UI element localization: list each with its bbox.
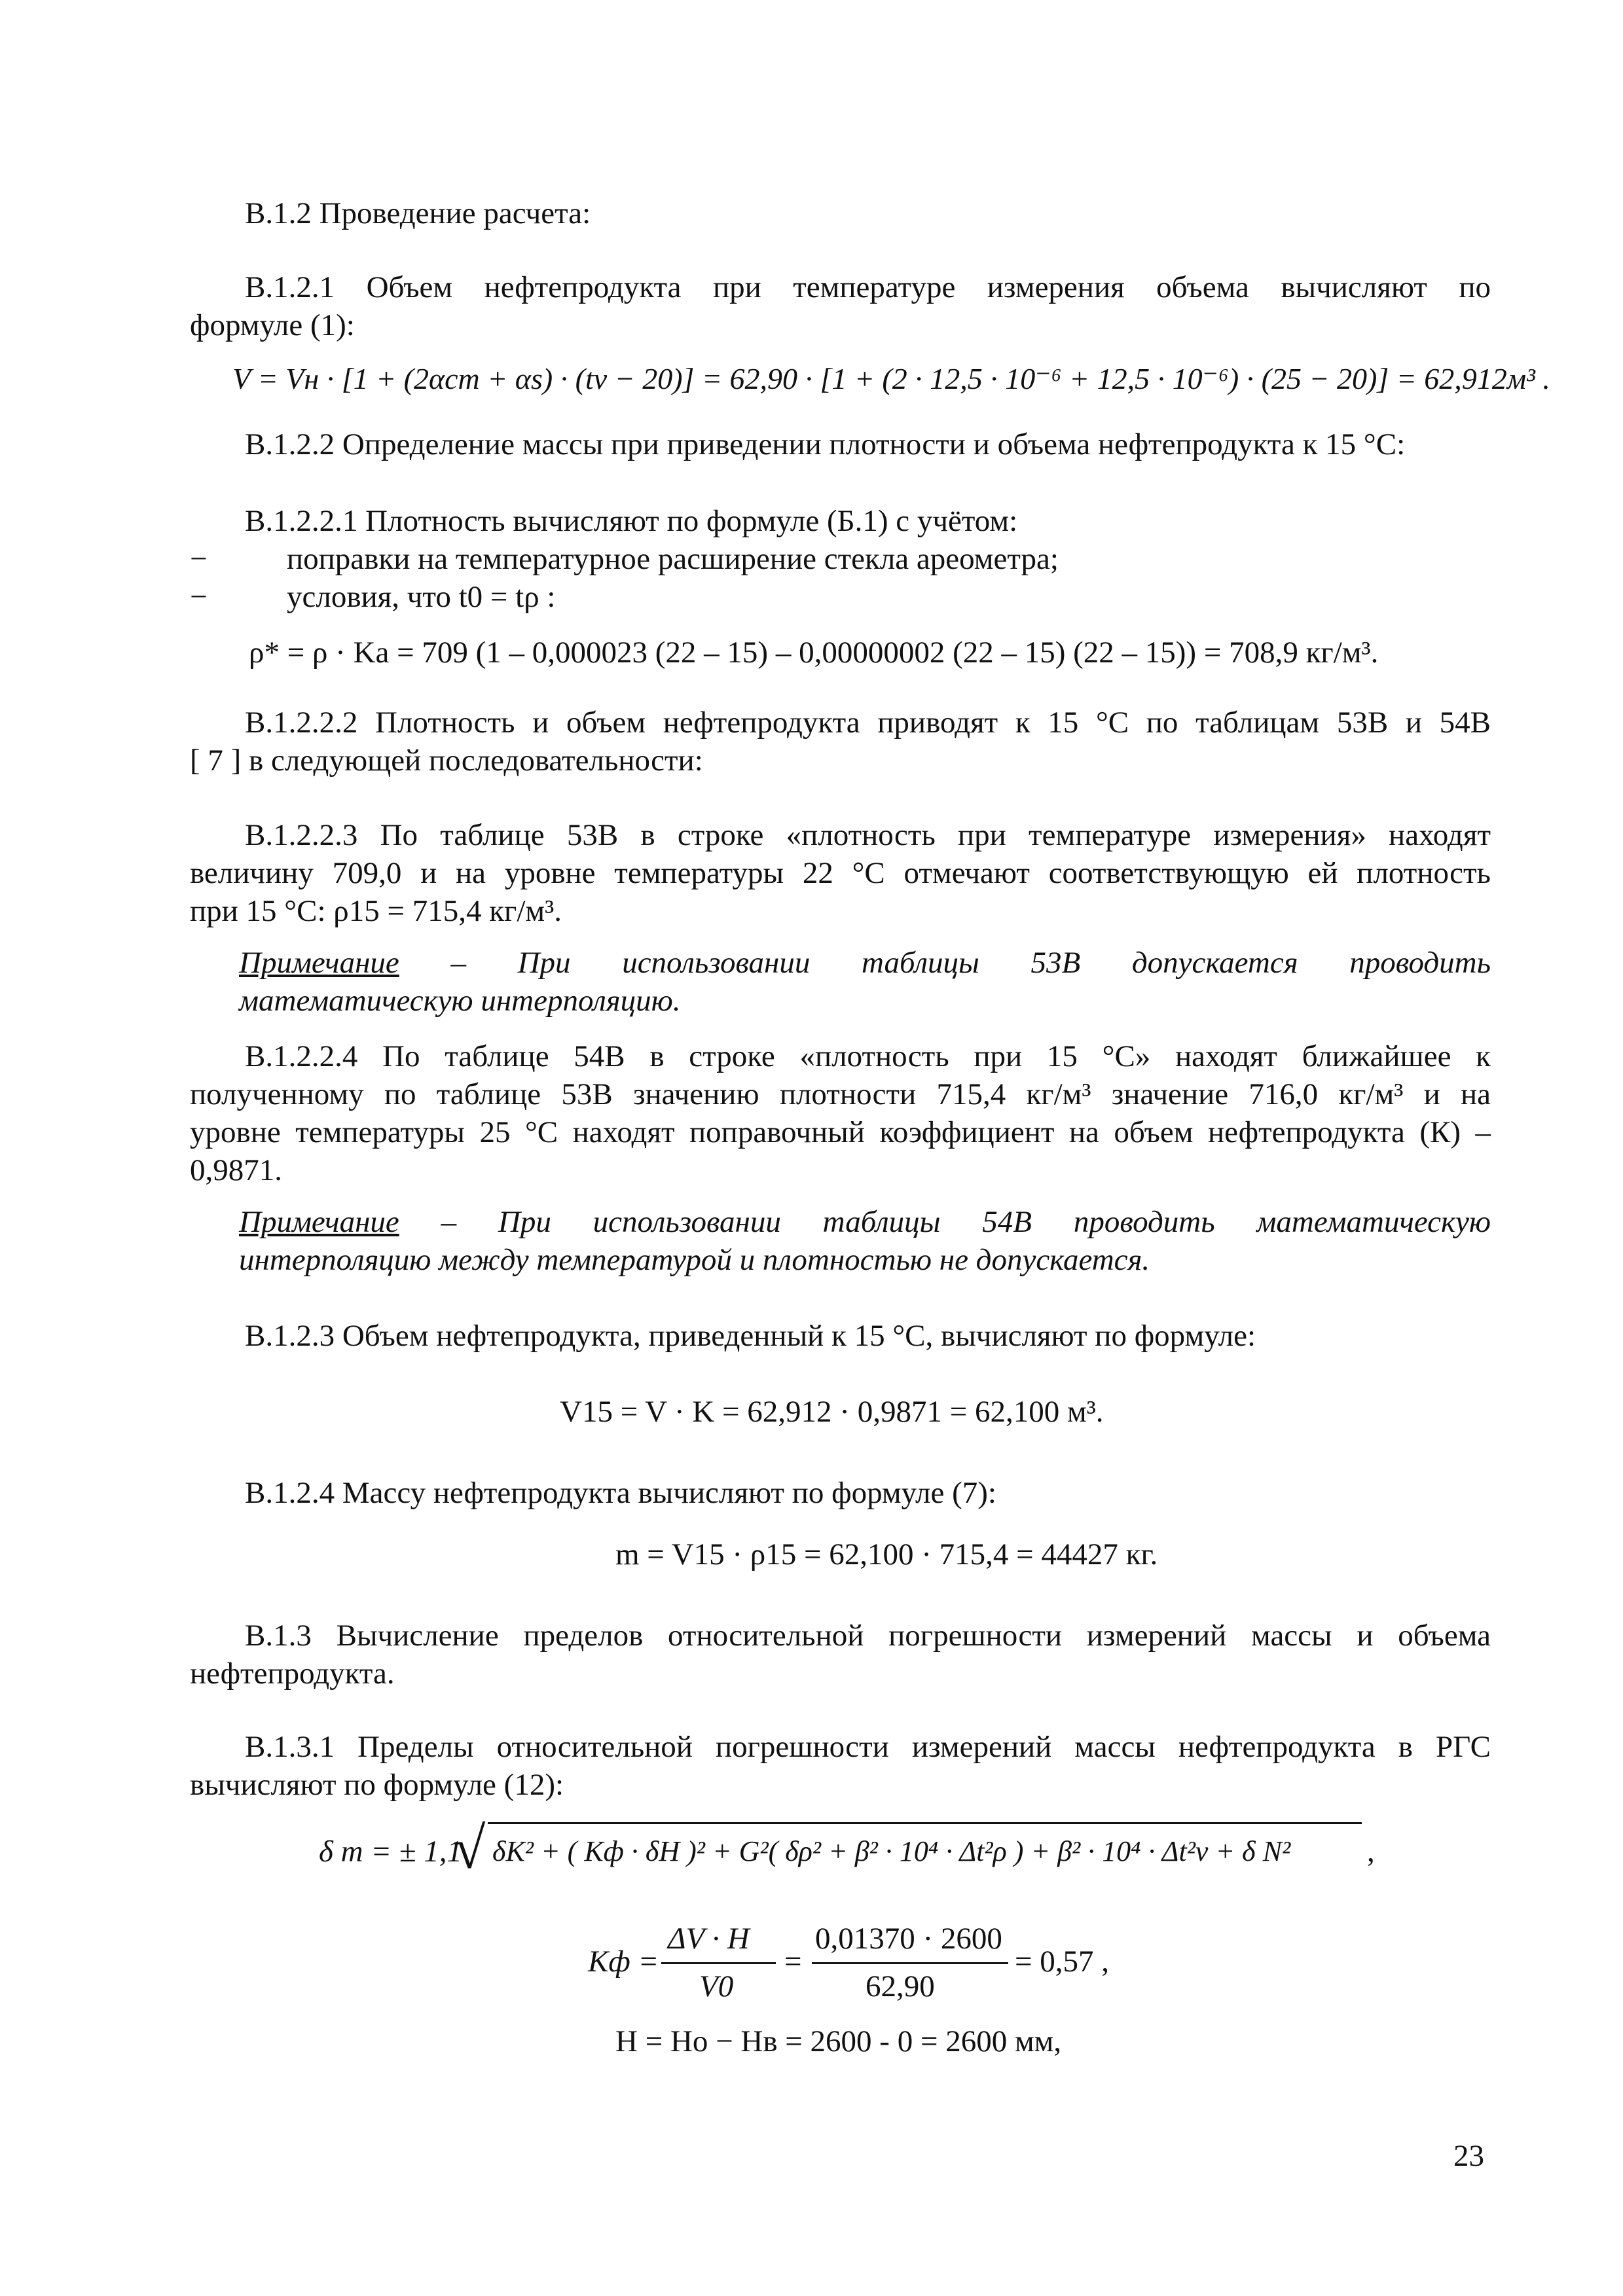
formula-kf-num1: ΔV · H: [668, 1922, 750, 1956]
paragraph-b122: В.1.2.2 Определение массы при приведении плотности и объема нефтепродукта к 15 °С:: [245, 427, 1406, 461]
note-2-text: – При использовании таблицы 54В проводить математическую: [399, 1205, 1491, 1239]
formula-height: H = Hо − Hв = 2600 - 0 = 2600 мм,: [615, 2024, 1062, 2058]
formula-kf-result: = 0,57 ,: [1015, 1945, 1110, 1979]
formula-volume: V = Vн · [1 + (2αст + αs) · (tv − 20)] = 62,90 · [1 + (2 · 12,5 · 10⁻⁶ + 12,5 · 10⁻⁶) · (25 − 20)] = 62,912м³ .: [232, 362, 1550, 395]
page-number: 23: [1453, 2139, 1484, 2173]
paragraph-b1223-line3: при 15 °С: ρ15 = 715,4 кг/м³.: [190, 894, 562, 928]
sqrt-sign: √: [453, 1816, 486, 1881]
note-2-line1: [239, 1203, 1491, 1241]
formula-kf-eq: =: [784, 1945, 802, 1979]
paragraph-b131-line1: В.1.3.1 Пределы относительной погрешности измерений массы нефтепродукта в РГС: [245, 1730, 1491, 1764]
list-dash-2: −: [190, 580, 208, 614]
list-item-1: поправки на температурное расширение стекла ареометра;: [287, 542, 1059, 576]
sqrt-bar: [488, 1822, 1362, 1824]
paragraph-b123: В.1.2.3 Объем нефтепродукта, приведенный к 15 °С, вычисляют по формуле:: [245, 1319, 1256, 1353]
formula-error-left: δ m = ± 1,1: [319, 1835, 463, 1869]
formula-kf-num2: 0,01370 · 2600: [815, 1922, 1002, 1956]
paragraph-b1224-line1: В.1.2.2.4 По таблице 54В в строке «плотность при 15 °С» находят ближайшее к: [245, 1039, 1491, 1073]
fraction-bar-2: [812, 1962, 1008, 1964]
fraction-bar-1: [661, 1962, 776, 1964]
paragraph-b1224-line2: полученному по таблице 53В значению плотности 715,4 кг/м³ значение 716,0 кг/м³ и на: [190, 1077, 1491, 1111]
paragraph-b1222-line1: В.1.2.2.2 Плотность и объем нефтепродукта приводят к 15 °С по таблицам 53В и 54В: [245, 706, 1491, 740]
formula-kf-den1: V0: [699, 1969, 734, 2003]
formula-volume-15: V15 = V · K = 62,912 · 0,9871 = 62,100 м³.: [560, 1395, 1104, 1429]
formula-kf-den2: 62,90: [866, 1969, 935, 2003]
section-heading-b12: В.1.2 Проведение расчета:: [245, 196, 591, 230]
list-item-2: условия, что t0 = tρ :: [287, 580, 556, 614]
note-2-label: Примечание: [239, 1205, 399, 1239]
formula-error-root: δK² + ( Kф · δH )² + G²( δρ² + β² · 10⁴ · Δt²ρ ) + β² · 10⁴ · Δt²v + δ N²: [492, 1835, 1291, 1867]
note-2-line2: интерполяцию между температурой и плотностью не допускается.: [239, 1243, 1150, 1277]
note-1-label: Примечание: [239, 946, 399, 980]
formula-kf-left: Kф =: [588, 1945, 659, 1979]
paragraph-b121-line2: формуле (1):: [190, 308, 355, 342]
paragraph-b1223-line2: величину 709,0 и на уровне температуры 22 °С отмечают соответствующую ей плотность: [190, 856, 1491, 890]
formula-error-comma: ,: [1367, 1835, 1375, 1869]
paragraph-b131-line2: вычисляют по формуле (12):: [190, 1768, 564, 1802]
paragraph-b1222-line2: [ 7 ] в следующей последовательности:: [190, 744, 703, 778]
paragraph-b1224-line4: 0,9871.: [190, 1153, 282, 1187]
list-dash-1: −: [190, 542, 208, 576]
paragraph-b1224-line3: уровне температуры 25 °С находят поправочный коэффициент на объем нефтепродукта (К) –: [190, 1115, 1491, 1149]
formula-mass: m = V15 · ρ15 = 62,100 · 715,4 = 44427 кг.: [615, 1537, 1158, 1571]
paragraph-b13-line1: В.1.3 Вычисление пределов относительной погрешности измерений массы и объема: [245, 1619, 1491, 1653]
paragraph-b124: В.1.2.4 Массу нефтепродукта вычисляют по формуле (7):: [245, 1476, 996, 1510]
note-1-line2: математическую интерполяцию.: [239, 984, 681, 1018]
paragraph-b1221: В.1.2.2.1 Плотность вычисляют по формуле (Б.1) с учётом:: [245, 504, 1018, 538]
note-1-line1: [239, 944, 1491, 982]
paragraph-b121-line1: В.1.2.1 Объем нефтепродукта при температуре измерения объема вычисляют по: [245, 270, 1491, 304]
paragraph-b13-line2: нефтепродукта.: [190, 1657, 395, 1691]
note-1-text: – При использовании таблицы 53В допускается проводить: [399, 946, 1491, 980]
formula-density: ρ* = ρ · Ka = 709 (1 – 0,000023 (22 – 15) – 0,00000002 (22 – 15) (22 – 15)) = 708,9 кг/м³.: [249, 636, 1379, 670]
paragraph-b1223-line1: В.1.2.2.3 По таблице 53В в строке «плотность при температуре измерения» находят: [245, 818, 1491, 852]
